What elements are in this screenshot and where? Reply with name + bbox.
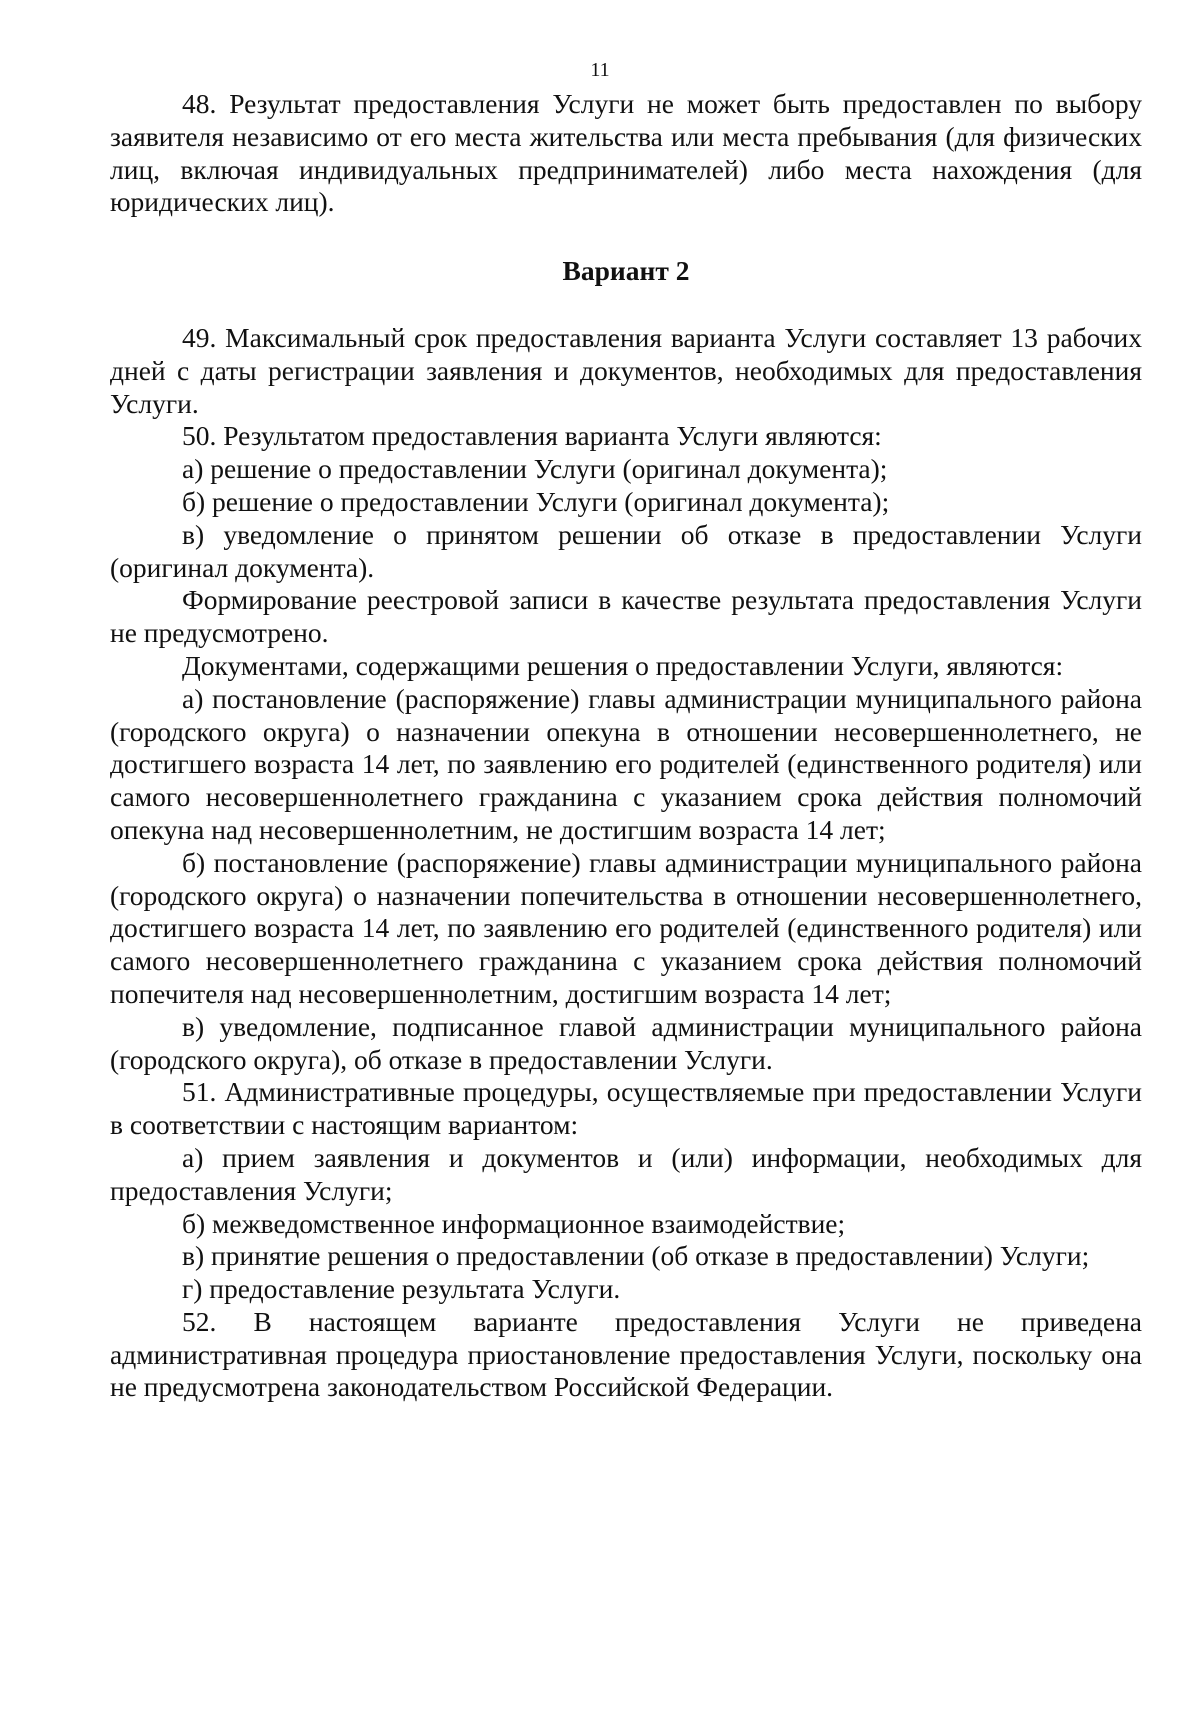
paragraph-50: 50. Результатом предоставления варианта Услуги являются: (182, 420, 882, 452)
paragraph-50-a: а) решение о предоставлении Услуги (оригинал документа); (182, 453, 888, 485)
paragraph-52: 52. В настоящем варианте предоставления Услуги не приведена административная процедура приостановление предоставления Услуги, поскольку она не предусмотрена законодательством Российской Федерации. (110, 1305, 1142, 1403)
paragraph-registry: Формирование реестровой записи в качестве результата предоставления Услуги не предусмотрено. (110, 584, 1142, 649)
paragraph-50-v: в) уведомление о принятом решении об отказе в предоставлении Услуги (оригинал документа). (110, 518, 1142, 583)
page-number: 11 (590, 59, 610, 81)
paragraph-51-a: а) прием заявления и документов и (или) информации, необходимых для предоставления Услуги; (110, 1141, 1142, 1206)
paragraph-50-b: б) решение о предоставлении Услуги (оригинал документа); (182, 485, 890, 517)
paragraph-documents-a: а) постановление (распоряжение) главы администрации муниципального района (городского округа) о назначении опекуна в отношении несовершеннолетнего, не достигшего возраста 14 лет, по заявлению его родителей (единственного родителя) или самого несовершеннолетнего гражданина с указанием срока действия полномочий опекуна над несовершеннолетним, не достигшим возраста 14 лет; (110, 682, 1142, 845)
paragraph-documents-b: б) постановление (распоряжение) главы администрации муниципального района (городского округа) о назначении попечительства в отношении несовершеннолетнего, достигшего возраста 14 лет, по заявлению его родителей (единственного родителя) или самого несовершеннолетнего гражданина с указанием срока действия полномочий попечителя над несовершеннолетним, достигшим возраста 14 лет; (110, 846, 1142, 1009)
section-heading: Вариант 2 (562, 255, 690, 287)
paragraph-documents-v: в) уведомление, подписанное главой администрации муниципального района (городского округа), об отказе в предоставлении Услуги. (110, 1010, 1142, 1075)
paragraph-49: 49. Максимальный срок предоставления варианта Услуги составляет 13 рабочих дней с даты регистрации заявления и документов, необходимых для предоставления Услуги. (110, 321, 1142, 419)
paragraph-documents: Документами, содержащими решения о предоставлении Услуги, являются: (182, 649, 1064, 681)
paragraph-51-b: б) межведомственное информационное взаимодействие; (182, 1207, 846, 1239)
paragraph-48: 48. Результат предоставления Услуги не может быть предоставлен по выбору заявителя независимо от его места жительства или места пребывания (для физических лиц, включая индивидуальных предпринимателей) либо места нахождения (для юридических лиц). (110, 88, 1142, 218)
paragraph-51: 51. Административные процедуры, осуществляемые при предоставлении Услуги в соответствии с настоящим вариантом: (110, 1076, 1142, 1141)
document-body (110, 88, 1142, 1404)
paragraph-51-v: в) принятие решения о предоставлении (об отказе в предоставлении) Услуги; (182, 1240, 1090, 1272)
paragraph-51-g: г) предоставление результата Услуги. (182, 1273, 621, 1305)
